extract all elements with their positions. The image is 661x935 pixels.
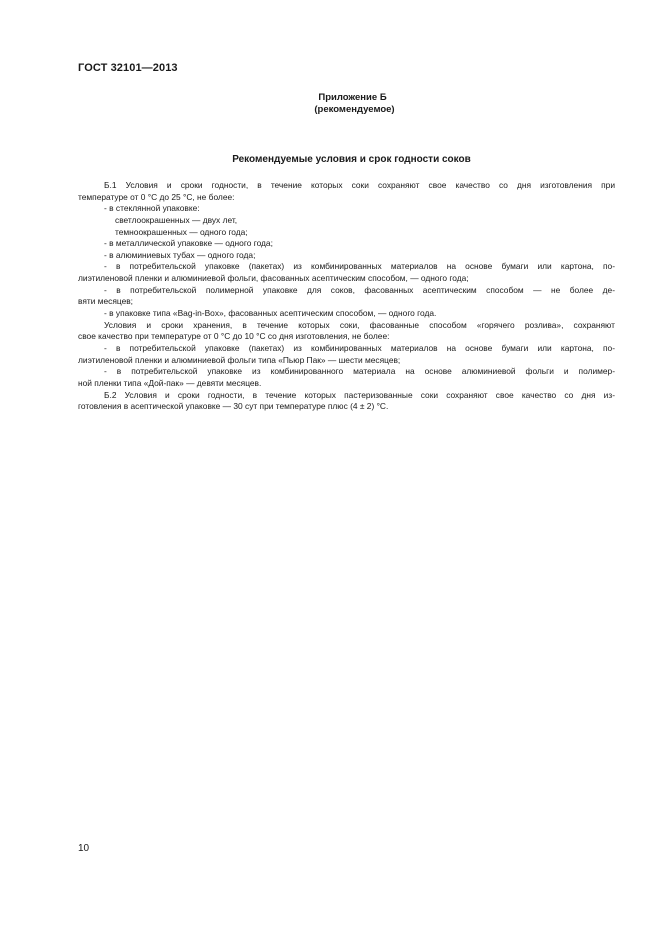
text-line: светлоокрашенных — двух лет,	[115, 214, 238, 225]
text-line: темноокрашенных — одного года;	[115, 226, 248, 237]
text-line: - в металлической упаковке — одного года;	[104, 238, 273, 249]
appendix-title: Приложение Б	[318, 92, 387, 103]
text-line: вяти месяцев;	[78, 296, 134, 307]
text-line: - в потребительской упаковке (пакетах) из комбинированных материалов на основе бумаги или картона, по-	[104, 261, 615, 272]
text-line: лиэтиленовой пленки и алюминиевой фольги, фасованных асептическим способом, — одного года;	[78, 273, 469, 284]
text-line: - в алюминиевых тубах — одного года;	[104, 249, 256, 260]
text-line: - в упаковке типа «Bag-in-Box», фасованных асептическим способом, — одного года.	[104, 308, 437, 319]
section-title	[0, 154, 661, 165]
text-line: Б.2 Условия и сроки годности, в течение которых пастеризованные соки сохраняют свое качество со дня из-	[104, 389, 615, 400]
text-line: - в потребительской упаковке из комбинированного материала на основе алюминиевой фольги и полимер-	[104, 366, 615, 377]
appendix-status: (рекомендуемое)	[314, 104, 395, 115]
text-line: - в потребительской упаковке (пакетах) из комбинированных материалов на основе бумаги или картона, по-	[104, 342, 615, 353]
body-text	[78, 180, 615, 413]
text-line: - в потребительской полимерной упаковке для соков, фасованных асептическим способом — не более де-	[104, 284, 615, 295]
text-line: температуре от 0 °С до 25 °С, не более:	[78, 191, 235, 202]
text-line: ной пленки типа «Дой-пак» — девяти месяцев.	[78, 377, 262, 388]
text-line: свое качество при температуре от 0 °С до 10 °С со дня изготовления, не более:	[78, 331, 390, 342]
standard-code: ГОСТ 32101—2013	[78, 62, 178, 74]
text-line: Условия и сроки хранения, в течение которых соки, фасованные способом «горячего розлива», сохраняют	[104, 319, 615, 330]
page-number: 10	[78, 843, 90, 854]
text-line: - в стеклянной упаковке:	[104, 203, 200, 214]
text-line: лиэтиленовой пленки и алюминиевой фольги типа «Пьюр Пак» — шести месяцев;	[78, 354, 401, 365]
appendix-heading	[0, 92, 661, 116]
section-title-text: Рекомендуемые условия и срок годности соков	[232, 154, 471, 165]
text-line: готовления в асептической упаковке — 30 сут при температуре плюс (4 ± 2) °С.	[78, 401, 389, 412]
text-line: Б.1 Условия и сроки годности, в течение которых соки сохраняют свое качество со дня изготовления при	[104, 180, 615, 190]
